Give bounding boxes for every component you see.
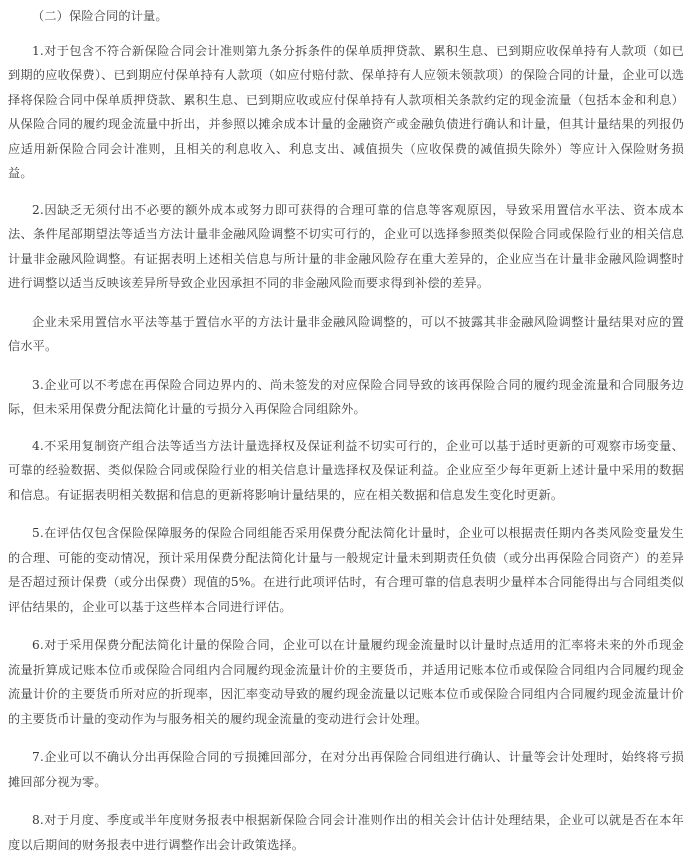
paragraph-1: 1.对于包含不符合新保险合同会计准则第九条分拆条件的保单质押贷款、累积生息、已到期应收保单持有人款项（如已到期的应收保费）、已到期应付保单持有人款项（如应付赔付款、保单持有人应领未领款项）的保险合同的计量，企业可以选择将保险合同中保单质押贷款、累积生息、已到期应收或应付保单持有人款项相关条款约定的现金流量（包括本金和利息）从保险合同的履约现金流量中折出，并参照以摊余成本计量的金融资产或金融负债进行确认和计量，但其计量结果的列报仍应适用新保险合同会计准则，且相关的利息收入、利息支出、减值损失（应收保费的减值损失除外）等应计入保险财务损益。 [8, 43, 684, 180]
paragraph-5: 5.在评估仅包含保险保障服务的保险合同组能否采用保费分配法简化计量时，企业可以根据责任期内各类风险变量发生的合理、可能的变动情况，预计采用保费分配法简化计量与一般规定计量未到期责任负债（或分出再保险合同资产）的差异是否超过预计保费（或分出保费）现值的5%。在进行此项评估时，有合理可靠的信息表明少量样本合同能得出与合同组类似评估结果的，企业可以基于这些样本合同进行评估。 [8, 526, 684, 614]
paragraph-4: 4.不采用复制资产组合法等适当方法计量选择权及保证利益不切实可行的，企业可以基于适时更新的可观察市场变量、可靠的经验数据、类似保险合同或保险行业的相关信息计量选择权及保证利益。企业应至少每年更新上述计量中采用的数据和信息。有证据表明相关数据和信息的更新将影响计量结果的，应在相关数据和信息发生变化时更新。 [8, 438, 684, 502]
paragraph-2-note: 企业未采用置信水平法等基于置信水平的方法计量非金融风险调整的，可以不披露其非金融风险调整计量结果对应的置信水平。 [8, 314, 684, 353]
paragraph-6: 6.对于采用保费分配法简化计量的保险合同，企业可以在计量履约现金流量时以计量时点适用的汇率将未来的外币现金流量折算成记账本位币或保险合同组内合同履约现金流量计价的主要货币，并适用记账本位币或保险合同组内合同履约现金流量计价的主要货币所对应的折现率，因汇率变动导致的履约现金流量以记账本位币或保险合同组内合同履约现金流量计价的主要货币计量的变动作为与服务相关的履约现金流量的变动进行会计处理。 [8, 638, 684, 726]
paragraph-2: 2.因缺乏无须付出不必要的额外成本或努力即可获得的合理可靠的信息等客观原因，导致采用置信水平法、资本成本法、条件尾部期望法等适当方法计量非金融风险调整不切实可行的，企业可以选择参照类似保险合同或保险行业的相关信息计量非金融风险调整。有证据表明上述相关信息与所计量的非金融风险存在重大差异的，企业应当在计量非金融风险调整时进行调整以适当反映该差异所导致企业因承担不同的非金融风险而要求得到补偿的差异。 [8, 202, 684, 290]
paragraph-3: 3.企业可以不考虑在再保险合同边界内的、尚未签发的对应保险合同导致的该再保险合同的履约现金流量和合同服务边际，但未采用保费分配法简化计量的亏损分入再保险合同组除外。 [8, 377, 684, 416]
section-heading: （二）保险合同的计量。 [32, 9, 168, 23]
paragraph-8: 8.对于月度、季度或半年度财务报表中根据新保险合同会计准则作出的相关会计估计处理结果，企业可以就是否在本年度以后期间的财务报表中进行调整作出会计政策选择。 [8, 813, 684, 852]
paragraph-7: 7.企业可以不确认分出再保险合同的亏损摊回部分，在对分出再保险合同组进行确认、计量等会计处理时，始终将亏损摊回部分视为零。 [8, 750, 684, 789]
